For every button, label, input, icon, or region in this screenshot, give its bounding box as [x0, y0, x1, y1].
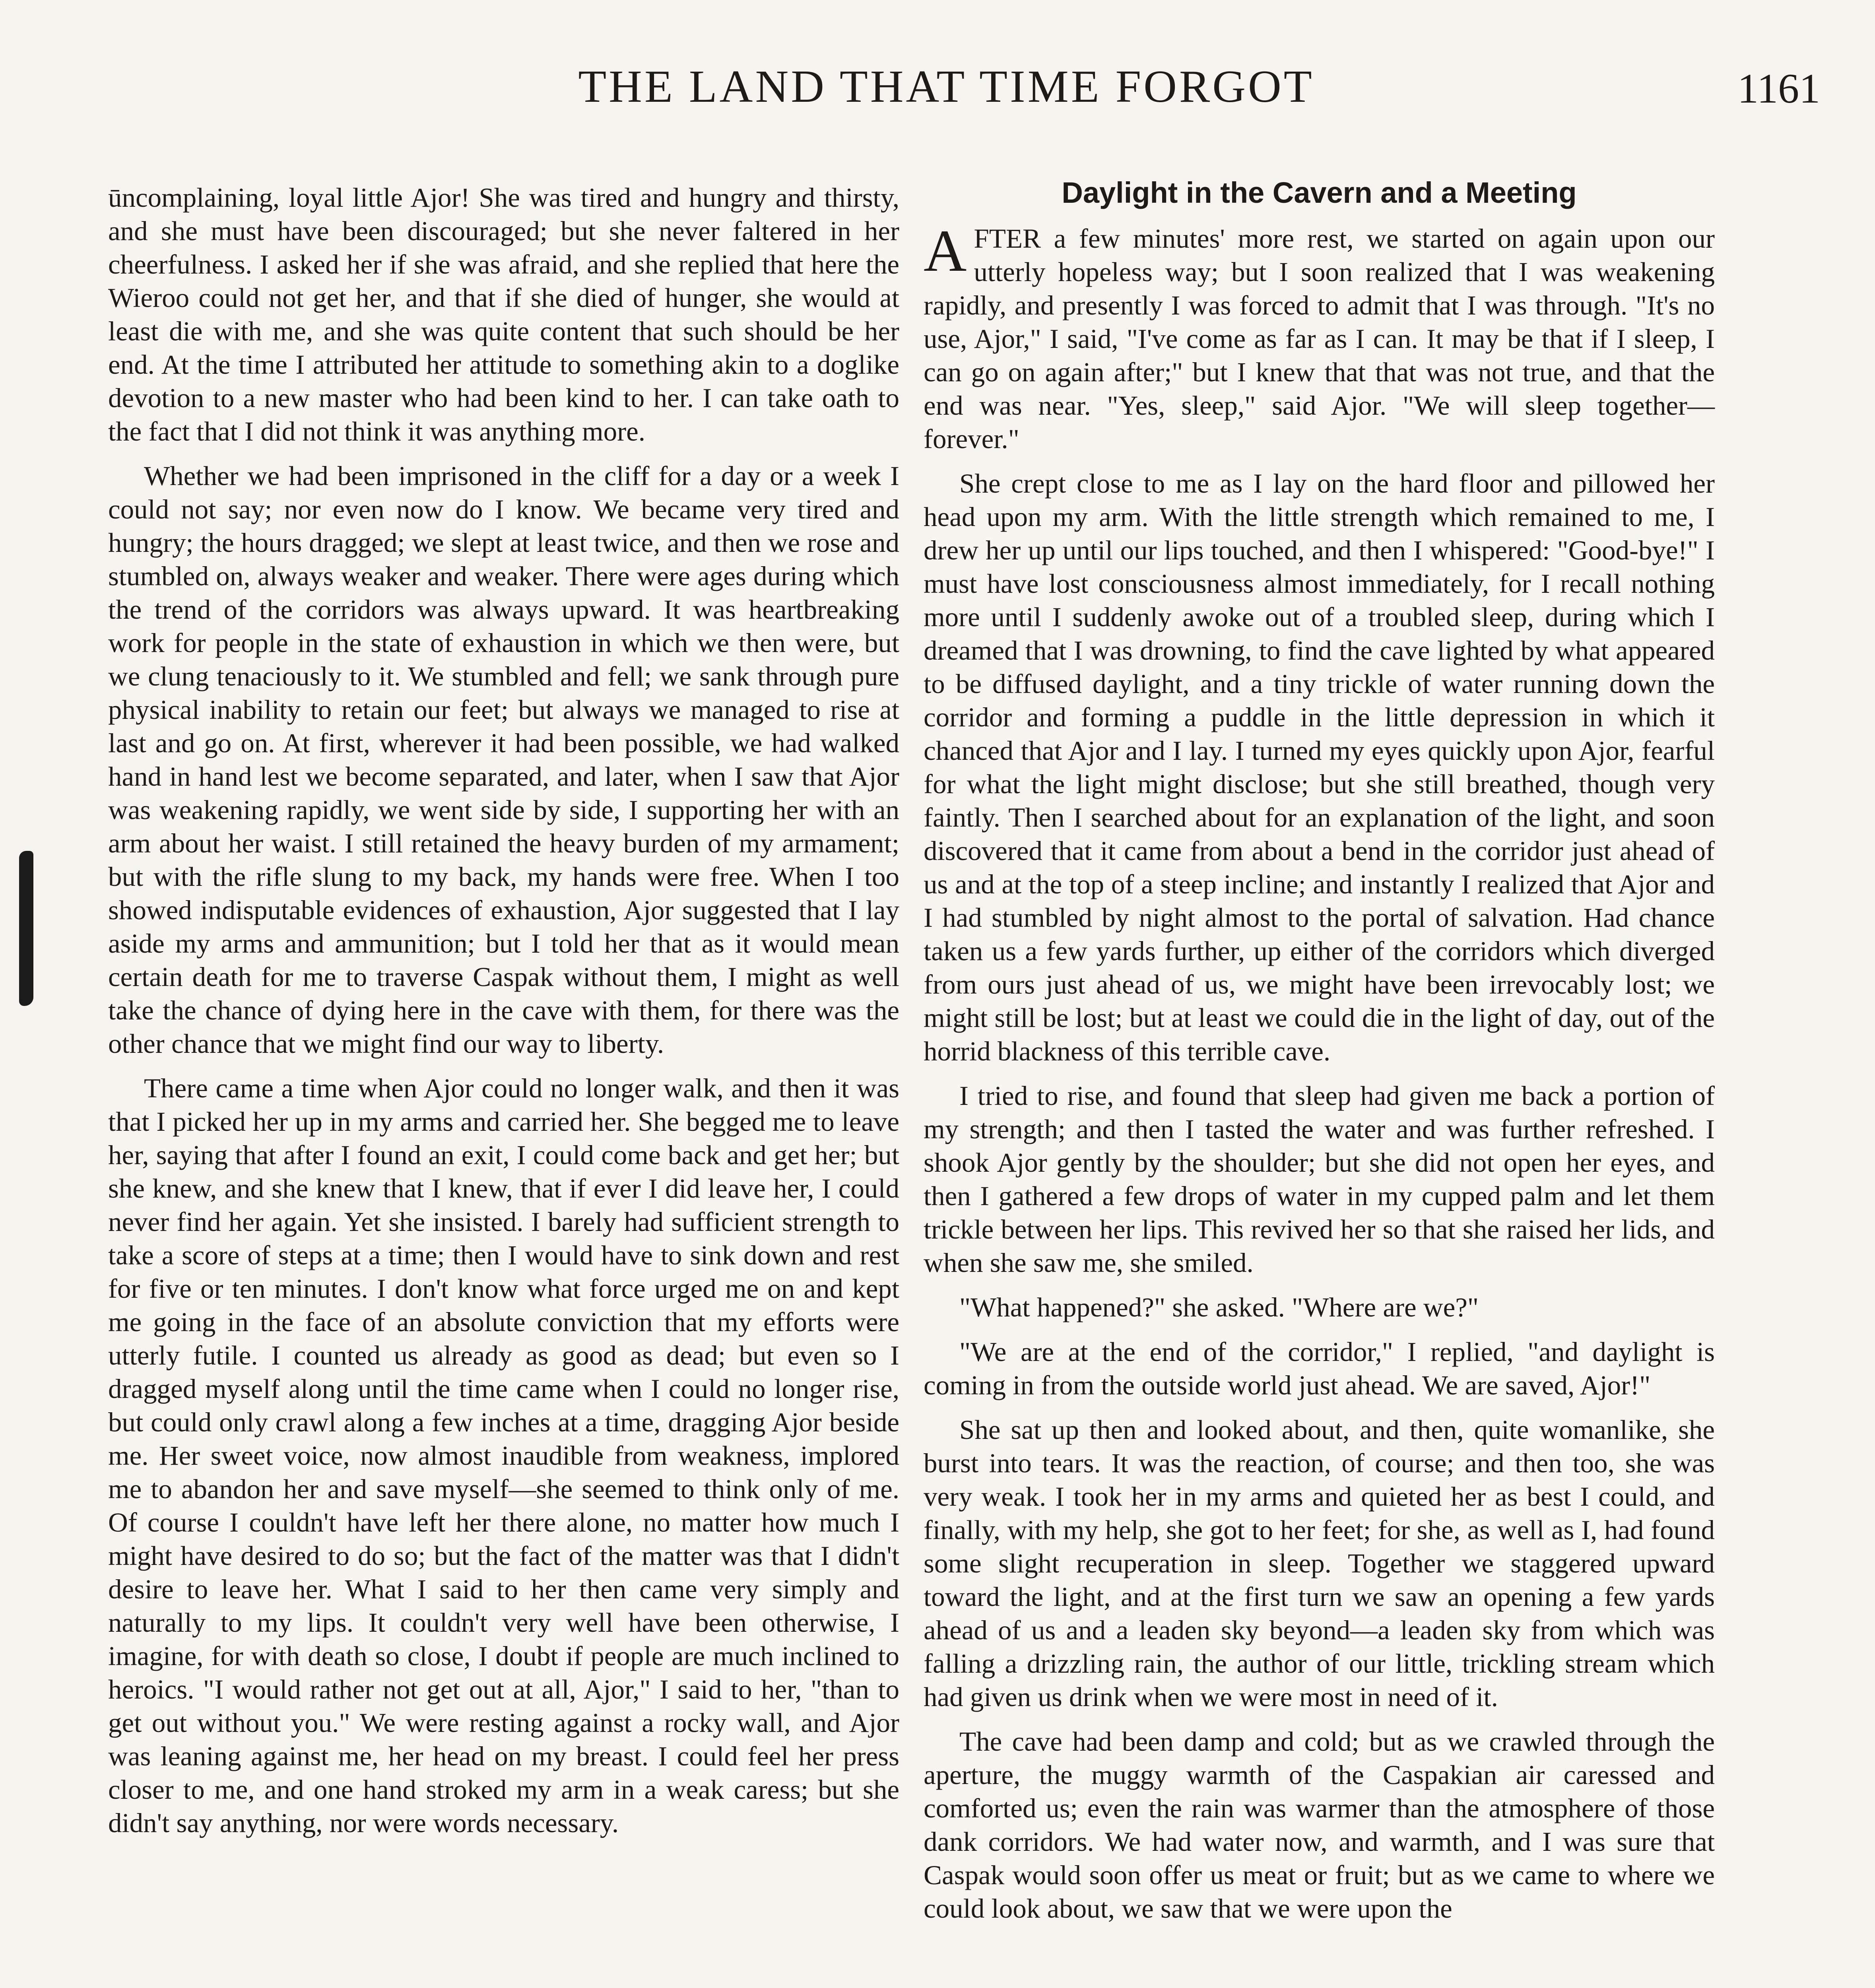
paragraph: She crept close to me as I lay on the hard floor and pillowed her head upon my arm. With the little strength which remained to me, I drew her up until our lips touched, and then I whispered: "Good-bye!" I must have lost consciousness almost immediately, for I recall nothing more until I suddenly awoke out of a troubled sleep, during which I dreamed that I was drowning, to find the cave lighted by what appeared to be diffused daylight, and a tiny trickle of water running down the corridor and forming a puddle in the little depression in which it chanced that Ajor and I lay. I turned my eyes quickly upon Ajor, fearful for what the light might disclose; but she still breathed, though very faintly. Then I searched about for an explanation of the light, and soon discovered that it came from about a bend in the corridor just ahead of us and at the top of a steep incline; and instantly I realized that Ajor and I had stumbled by night almost to the portal of salvation. Had chance taken us a few yards further, up either of the corridors which diverged from ours just ahead of us, we might have been irrevocably lost; we might still be lost; but at least we could die in the light of day, out of the horrid blackness of this terrible cave. — [924, 468, 1715, 1066]
paragraph: "We are at the end of the corridor," I replied, "and daylight is coming in from the outside world just ahead. We are saved, Ajor!" — [924, 1337, 1715, 1400]
drop-cap: A — [924, 218, 967, 284]
paragraph: The cave had been damp and cold; but as we crawled through the aperture, the muggy warmth of the Caspakian air caressed and comforted us; even the rain was warmer than the atmosphere of those dank corridors. We had water now, and warmth, and I was sure that Caspak would soon offer us meat or fruit; but as we came to where we could look about, we saw that we were upon the — [924, 1726, 1715, 1924]
opening-paragraph-text: FTER a few minutes' more rest, we started on again upon our utterly hopeless way; but I soon realized that I was weakening rapidly, and presently I was forced to admit that I was through. "It's no use, Ajor," I said, "I've come as far as I can. It may be that if I sleep, I can go on again after;" but I knew that that was not true, and that the end was near. "Yes, sleep," said Ajor. "We will sleep together—forever." — [924, 223, 1715, 454]
page-number: 1161 — [1737, 65, 1821, 112]
running-title: THE LAND THAT TIME FORGOT — [578, 61, 1314, 112]
right-column — [924, 175, 1715, 1936]
paragraph: "What happened?" she asked. "Where are we?" — [959, 1292, 1479, 1322]
paragraph: I tried to rise, and found that sleep had given me back a portion of my strength; and then I tasted the water and was further refreshed. I shook Ajor gently by the shoulder; but she did not open her eyes, and then I gathered a few drops of water in my cupped palm and let them trickle between her lips. This revived her so that she raised her lids, and when she saw me, she smiled. — [924, 1081, 1715, 1278]
paragraph: ūncomplaining, loyal little Ajor! She was tired and hungry and thirsty, and she must have been discouraged; but she never faltered in her cheerfulness. I asked her if she was afraid, and she replied that here the Wieroo could not get her, and that if she died of hunger, she would at least die with me, and she was quite content that such should be her end. At the time I attributed her attitude to something akin to a doglike devotion to a new master who had been kind to her. I can take oath to the fact that I did not think it was anything more. — [108, 182, 899, 447]
paragraph: There came a time when Ajor could no longer walk, and then it was that I picked her up in my arms and carried her. She begged me to leave her, saying that after I found an exit, I could come back and get her; but she knew, and she knew that I knew, that if ever I did leave her, I could never find her again. Yet she insisted. I barely had sufficient strength to take a score of steps at a time; then I would have to sink down and rest for five or ten minutes. I don't know what force urged me on and kept me going in the face of an absolute conviction that my efforts were utterly futile. I counted us already as good as dead; but even so I dragged myself along until the time came when I could no longer rise, but could only crawl along a few inches at a time, dragging Ajor beside me. Her sweet voice, now almost inaudible from weakness, implored me to abandon her and save myself—she seemed to think only of me. Of course I couldn't have left her there alone, no matter how much I might have desired to do so; but the fact of the matter was that I didn't desire to leave her. What I said to her then came very simply and naturally to my lips. It couldn't very well have been otherwise, I imagine, for with death so close, I doubt if people are much inclined to heroics. "I would rather not get out at all, Ajor," I said to her, "than to get out without you." We were resting against a rocky wall, and Ajor was leaning against me, her head on my breast. I could feel her press closer to me, and one hand stroked my arm in a weak caress; but she didn't say anything, nor were words necessary. — [108, 1073, 899, 1838]
paragraph: She sat up then and looked about, and then, quite womanlike, she burst into tears. It was the reaction, of course; and then too, she was very weak. I took her in my arms and quieted her as best I could, and finally, with my help, she got to her feet; for she, as well as I, had found some slight recuperation in sleep. Together we staggered upward toward the light, and at the first turn we saw an opening a few yards ahead of us and a leaden sky beyond—a leaden sky from which was falling a drizzling rain, the author of our little, trickling stream which had given us drink when we were most in need of it. — [924, 1415, 1715, 1712]
ink-smudge — [19, 851, 33, 1006]
left-column — [108, 181, 899, 1851]
paragraph: Whether we had been imprisoned in the cliff for a day or a week I could not say; nor even now do I know. We became very tired and hungry; the hours dragged; we slept at least twice, and then we rose and stumbled on, always weaker and weaker. There were ages during which the trend of the corridors was always upward. It was heartbreaking work for people in the state of exhaustion in which we then were, but we clung tenaciously to it. We stumbled and fell; we sank through pure physical inability to retain our feet; but always we managed to rise at last and go on. At first, wherever it had been possible, we had walked hand in hand lest we become separated, and later, when I saw that Ajor was weakening rapidly, we went side by side, I supporting her with an arm about her waist. I still retained the heavy burden of my armament; but with the rifle slung to my back, my hands were free. When I too showed indisputable evidences of exhaustion, Ajor suggested that I lay aside my arms and ammunition; but I told her that as it would mean certain death for me to traverse Caspak without them, I might as well take the chance of dying here in the cave with them, for there was the other chance that we might find our way to liberty. — [108, 461, 899, 1059]
section-heading: Daylight in the Cavern and a Meeting — [1062, 176, 1577, 209]
opening-paragraph — [924, 218, 1715, 456]
